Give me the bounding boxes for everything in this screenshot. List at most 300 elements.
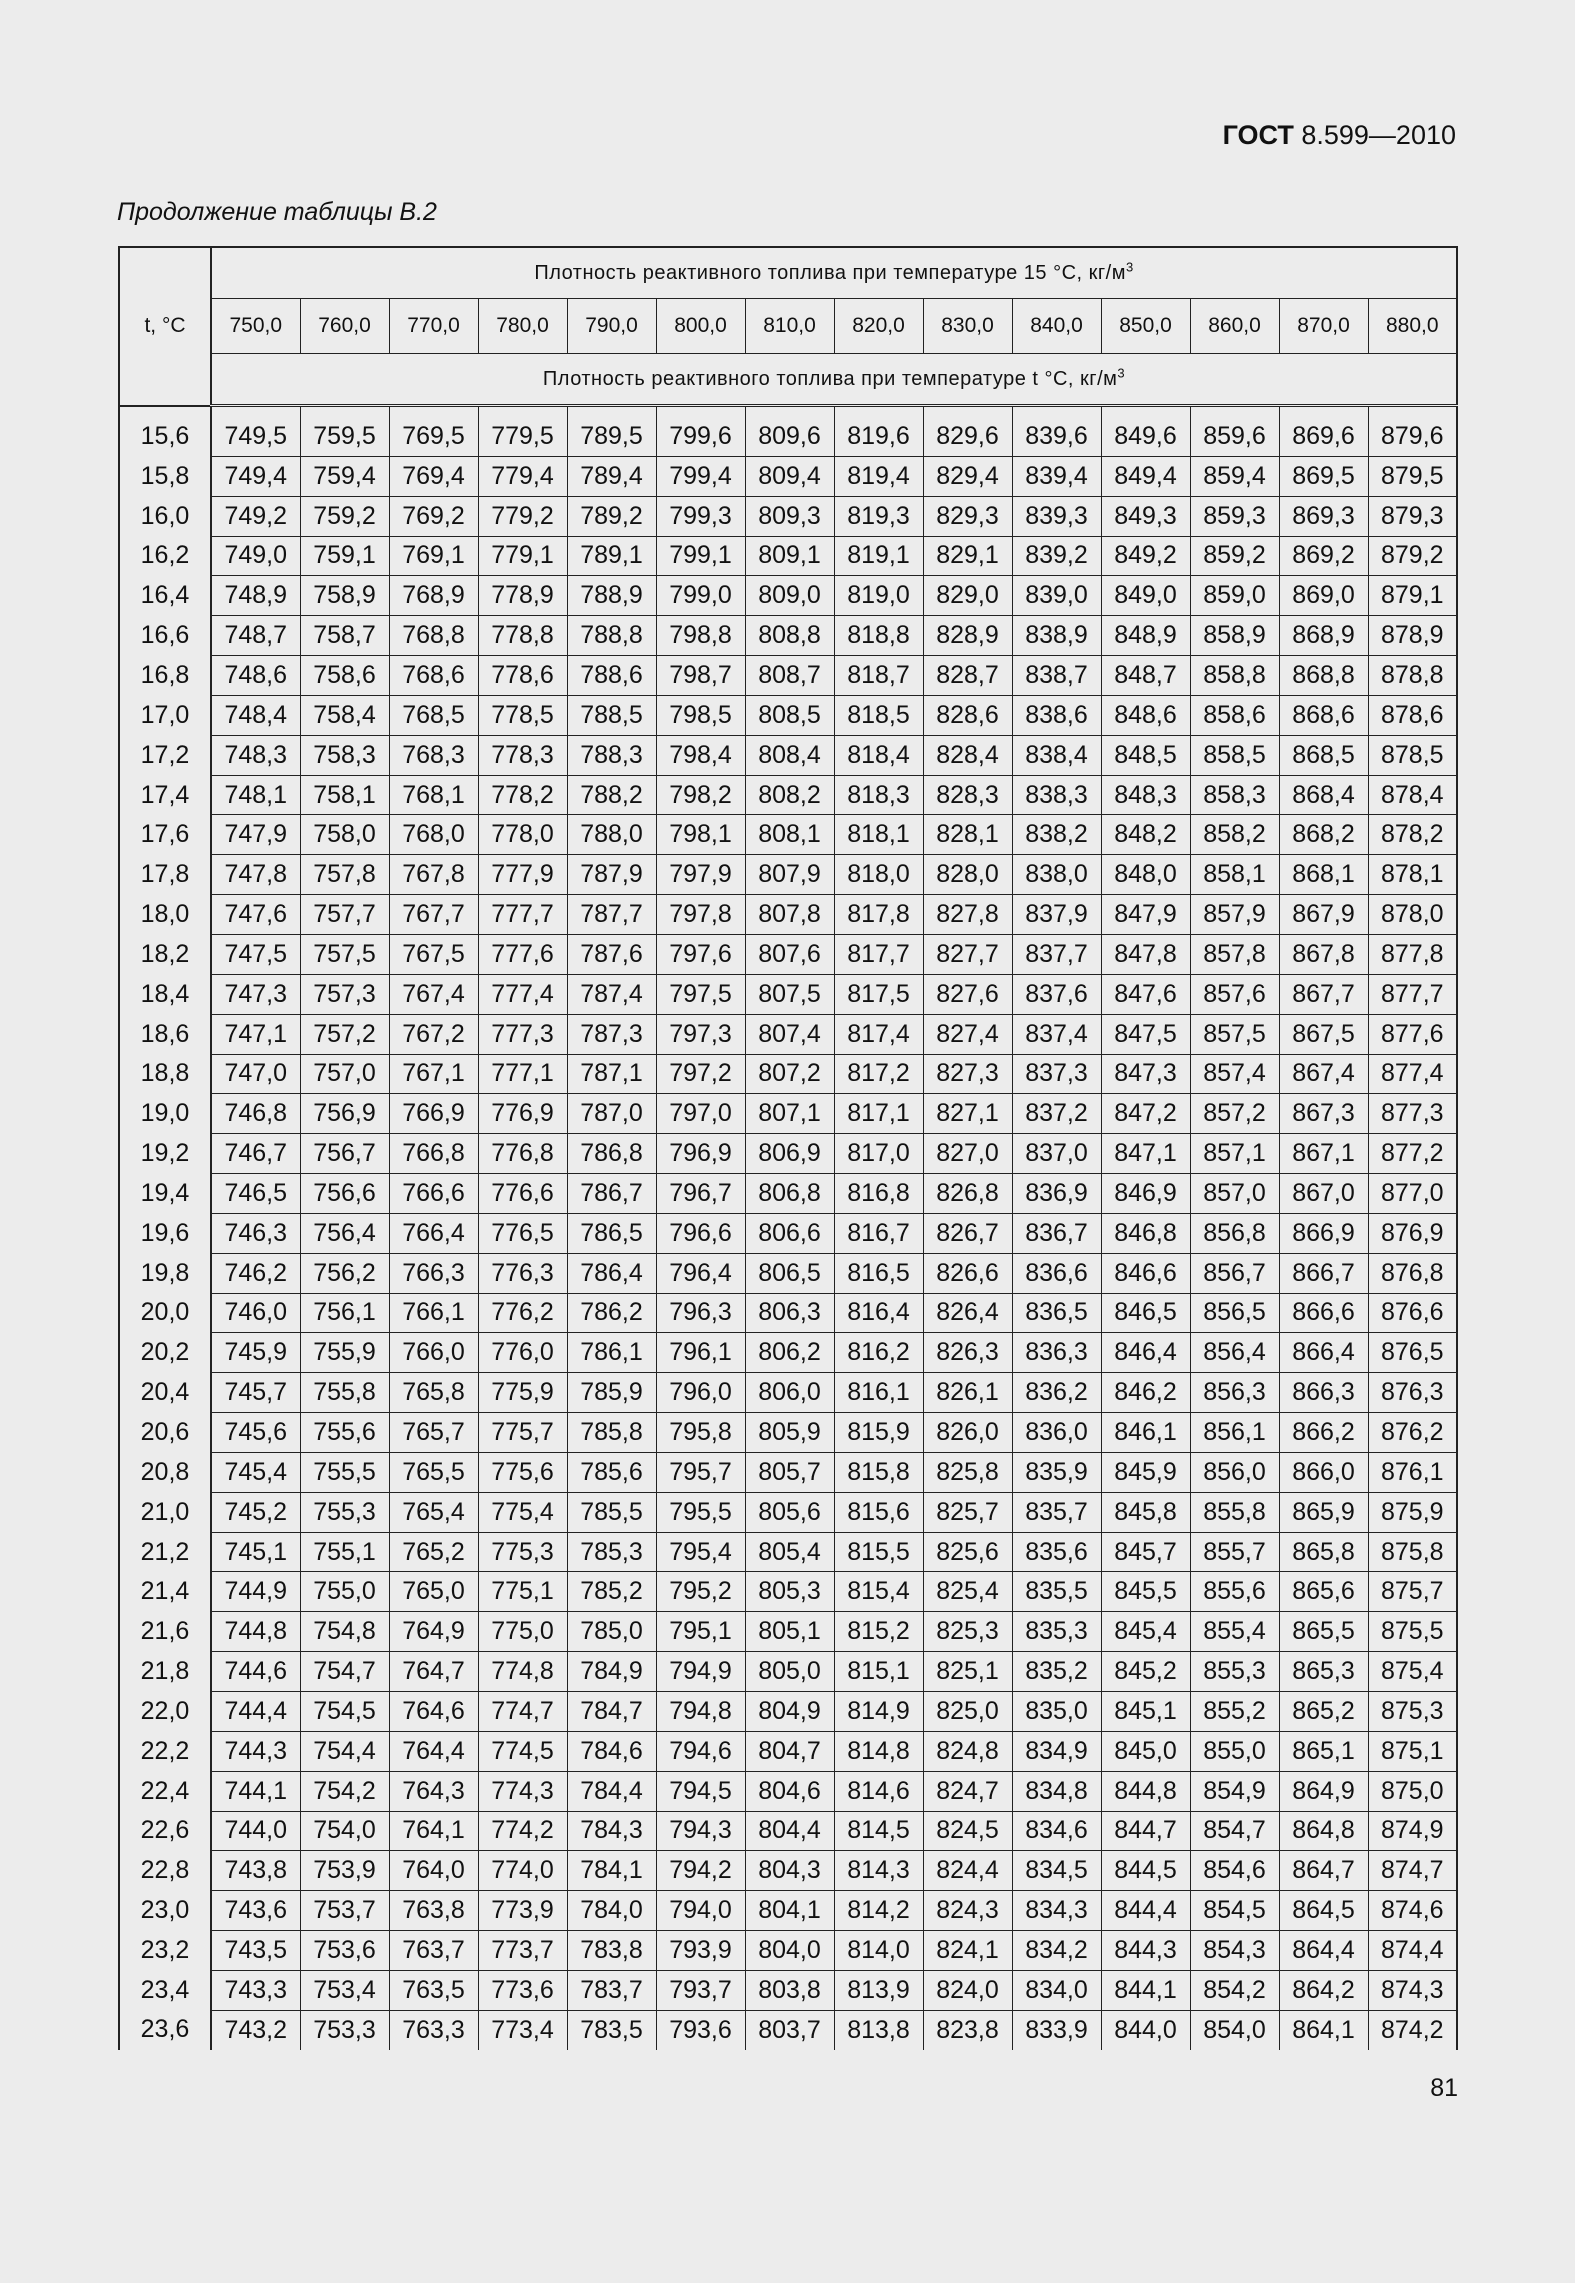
density-value-cell: 746,3 — [211, 1213, 300, 1253]
density-value-cell: 815,1 — [834, 1652, 923, 1692]
density-value-cell: 856,0 — [1190, 1452, 1279, 1492]
density-value-cell: 876,5 — [1368, 1333, 1457, 1373]
density-value-cell: 786,4 — [567, 1253, 656, 1293]
density-value-cell: 814,6 — [834, 1771, 923, 1811]
density-value-cell: 743,8 — [211, 1851, 300, 1891]
density-value-cell: 849,6 — [1101, 417, 1190, 456]
density-value-cell: 799,1 — [656, 536, 745, 576]
density-value-cell: 753,3 — [300, 2010, 389, 2049]
table-row — [119, 576, 1457, 616]
table-row — [119, 1094, 1457, 1134]
density-value-cell: 858,6 — [1190, 695, 1279, 735]
density-value-cell: 836,7 — [1012, 1213, 1101, 1253]
temperature-cell: 23,2 — [119, 1931, 211, 1971]
density-value-cell: 754,7 — [300, 1652, 389, 1692]
density-value-cell: 826,4 — [923, 1293, 1012, 1333]
density-value-cell: 837,6 — [1012, 974, 1101, 1014]
density-value-cell: 765,8 — [389, 1373, 478, 1413]
density-value-cell: 743,3 — [211, 1970, 300, 2010]
density-value-cell: 823,8 — [923, 2010, 1012, 2049]
density-value-cell: 807,9 — [745, 855, 834, 895]
density-value-cell: 835,6 — [1012, 1532, 1101, 1572]
density-value-cell: 797,2 — [656, 1054, 745, 1094]
temperature-cell: 19,6 — [119, 1213, 211, 1253]
temperature-cell: 18,6 — [119, 1014, 211, 1054]
density-value-cell: 776,2 — [478, 1293, 567, 1333]
density-at-15c-header — [211, 247, 1457, 299]
density-value-cell: 877,4 — [1368, 1054, 1457, 1094]
table-row — [119, 735, 1457, 775]
density-value-cell: 794,6 — [656, 1731, 745, 1771]
table-row — [119, 656, 1457, 696]
density-value-cell: 833,9 — [1012, 2010, 1101, 2049]
density-value-cell: 745,7 — [211, 1373, 300, 1413]
density-value-cell: 829,3 — [923, 496, 1012, 536]
density-value-cell: 774,8 — [478, 1652, 567, 1692]
temperature-cell: 22,4 — [119, 1771, 211, 1811]
density-value-cell: 867,9 — [1279, 895, 1368, 935]
density-value-cell: 784,0 — [567, 1891, 656, 1931]
density-value-cell: 877,0 — [1368, 1174, 1457, 1214]
temperature-cell: 16,6 — [119, 616, 211, 656]
density-value-cell: 848,2 — [1101, 815, 1190, 855]
density-value-cell: 783,7 — [567, 1970, 656, 2010]
density-value-cell: 806,2 — [745, 1333, 834, 1373]
density-value-cell: 748,6 — [211, 656, 300, 696]
density-value-cell: 778,9 — [478, 576, 567, 616]
temperature-cell: 15,6 — [119, 417, 211, 456]
density-value-cell: 819,4 — [834, 456, 923, 496]
density-value-cell: 879,2 — [1368, 536, 1457, 576]
density-value-cell: 805,4 — [745, 1532, 834, 1572]
table-row — [119, 1771, 1457, 1811]
density-value-cell: 778,8 — [478, 616, 567, 656]
density-value-cell: 865,1 — [1279, 1731, 1368, 1771]
density-value-cell: 796,6 — [656, 1213, 745, 1253]
density-value-cell: 854,2 — [1190, 1970, 1279, 2010]
density-value-cell: 776,6 — [478, 1174, 567, 1214]
density-value-cell: 747,3 — [211, 974, 300, 1014]
density-value-cell: 803,7 — [745, 2010, 834, 2049]
density-value-cell: 804,3 — [745, 1851, 834, 1891]
density-value-cell: 839,4 — [1012, 456, 1101, 496]
density-value-cell: 785,8 — [567, 1413, 656, 1453]
density-column-header: 840,0 — [1012, 299, 1101, 354]
density-value-cell: 744,9 — [211, 1572, 300, 1612]
density-value-cell: 829,6 — [923, 417, 1012, 456]
density-value-cell: 818,0 — [834, 855, 923, 895]
density-value-cell: 818,7 — [834, 656, 923, 696]
density-value-cell: 864,7 — [1279, 1851, 1368, 1891]
table-row — [119, 1731, 1457, 1771]
table-row — [119, 855, 1457, 895]
density-value-cell: 817,7 — [834, 934, 923, 974]
density-value-cell: 874,7 — [1368, 1851, 1457, 1891]
density-value-cell: 754,5 — [300, 1692, 389, 1732]
density-value-cell: 839,3 — [1012, 496, 1101, 536]
density-value-cell: 857,1 — [1190, 1134, 1279, 1174]
density-value-cell: 819,0 — [834, 576, 923, 616]
density-value-cell: 788,3 — [567, 735, 656, 775]
density-value-cell: 784,9 — [567, 1652, 656, 1692]
density-value-cell: 775,0 — [478, 1612, 567, 1652]
density-value-cell: 845,7 — [1101, 1532, 1190, 1572]
density-value-cell: 835,3 — [1012, 1612, 1101, 1652]
density-value-cell: 753,7 — [300, 1891, 389, 1931]
density-column-header: 820,0 — [834, 299, 923, 354]
density-value-cell: 748,1 — [211, 775, 300, 815]
density-value-cell: 865,9 — [1279, 1492, 1368, 1532]
density-value-cell: 767,5 — [389, 934, 478, 974]
temperature-cell: 21,0 — [119, 1492, 211, 1532]
density-value-cell: 788,0 — [567, 815, 656, 855]
density-value-cell: 795,4 — [656, 1532, 745, 1572]
density-value-cell: 837,7 — [1012, 934, 1101, 974]
density-value-cell: 775,6 — [478, 1452, 567, 1492]
density-value-cell: 858,3 — [1190, 775, 1279, 815]
density-value-cell: 805,7 — [745, 1452, 834, 1492]
density-value-cell: 809,4 — [745, 456, 834, 496]
density-value-cell: 827,8 — [923, 895, 1012, 935]
density-value-cell: 818,3 — [834, 775, 923, 815]
density-value-cell: 799,4 — [656, 456, 745, 496]
density-value-cell: 854,6 — [1190, 1851, 1279, 1891]
density-value-cell: 808,4 — [745, 735, 834, 775]
density-value-cell: 794,5 — [656, 1771, 745, 1811]
density-value-cell: 796,0 — [656, 1373, 745, 1413]
temperature-cell: 15,8 — [119, 456, 211, 496]
density-value-cell: 773,4 — [478, 2010, 567, 2049]
density-value-cell: 763,3 — [389, 2010, 478, 2049]
density-at-t-header-text: Плотность реактивного топлива при температуре t °C, кг/м — [542, 367, 1118, 390]
density-value-cell: 806,9 — [745, 1134, 834, 1174]
density-value-cell: 759,2 — [300, 496, 389, 536]
density-value-cell: 784,1 — [567, 1851, 656, 1891]
density-value-cell: 845,5 — [1101, 1572, 1190, 1612]
density-value-cell: 827,7 — [923, 934, 1012, 974]
table-row — [119, 616, 1457, 656]
density-value-cell: 836,9 — [1012, 1174, 1101, 1214]
density-value-cell: 815,9 — [834, 1413, 923, 1453]
density-column-header: 860,0 — [1190, 299, 1279, 354]
density-value-cell: 766,6 — [389, 1174, 478, 1214]
density-value-cell: 777,4 — [478, 974, 567, 1014]
density-value-cell: 759,1 — [300, 536, 389, 576]
density-value-cell: 839,2 — [1012, 536, 1101, 576]
density-value-cell: 874,2 — [1368, 2010, 1457, 2049]
density-value-cell: 845,9 — [1101, 1452, 1190, 1492]
temperature-cell: 22,8 — [119, 1851, 211, 1891]
density-value-cell: 864,8 — [1279, 1811, 1368, 1851]
density-value-cell: 806,8 — [745, 1174, 834, 1214]
density-value-cell: 768,5 — [389, 695, 478, 735]
density-value-cell: 785,2 — [567, 1572, 656, 1612]
density-value-cell: 827,6 — [923, 974, 1012, 1014]
density-value-cell: 769,5 — [389, 417, 478, 456]
density-value-cell: 753,9 — [300, 1851, 389, 1891]
density-value-cell: 755,6 — [300, 1413, 389, 1453]
density-value-cell: 807,4 — [745, 1014, 834, 1054]
density-value-cell: 825,7 — [923, 1492, 1012, 1532]
density-value-cell: 827,0 — [923, 1134, 1012, 1174]
density-value-cell: 747,6 — [211, 895, 300, 935]
density-value-cell: 798,2 — [656, 775, 745, 815]
density-value-cell: 746,0 — [211, 1293, 300, 1333]
density-value-cell: 854,7 — [1190, 1811, 1279, 1851]
density-value-cell: 817,2 — [834, 1054, 923, 1094]
density-value-cell: 859,6 — [1190, 417, 1279, 456]
density-value-cell: 768,1 — [389, 775, 478, 815]
density-value-cell: 845,2 — [1101, 1652, 1190, 1692]
density-value-cell: 797,5 — [656, 974, 745, 1014]
temperature-cell: 23,4 — [119, 1970, 211, 2010]
density-column-header: 800,0 — [656, 299, 745, 354]
density-value-cell: 794,3 — [656, 1811, 745, 1851]
table-row — [119, 1532, 1457, 1572]
unit-exponent: 3 — [1125, 258, 1134, 274]
density-value-cell: 808,7 — [745, 656, 834, 696]
density-value-cell: 825,8 — [923, 1452, 1012, 1492]
density-value-cell: 878,2 — [1368, 815, 1457, 855]
density-value-cell: 834,3 — [1012, 1891, 1101, 1931]
density-value-cell: 878,0 — [1368, 895, 1457, 935]
density-value-cell: 828,4 — [923, 735, 1012, 775]
density-value-cell: 857,9 — [1190, 895, 1279, 935]
density-value-cell: 758,1 — [300, 775, 389, 815]
density-value-cell: 808,1 — [745, 815, 834, 855]
density-value-cell: 844,3 — [1101, 1931, 1190, 1971]
density-value-cell: 827,3 — [923, 1054, 1012, 1094]
temperature-column-header: t, °C — [119, 247, 211, 406]
density-value-cell: 858,9 — [1190, 616, 1279, 656]
spacer-cell — [211, 406, 300, 418]
spacer-cell — [567, 406, 656, 418]
density-value-cell: 865,8 — [1279, 1532, 1368, 1572]
density-value-cell: 758,9 — [300, 576, 389, 616]
density-value-cell: 826,1 — [923, 1373, 1012, 1413]
density-value-cell: 764,7 — [389, 1652, 478, 1692]
density-value-cell: 857,6 — [1190, 974, 1279, 1014]
density-value-cell: 876,3 — [1368, 1373, 1457, 1413]
table-row — [119, 1413, 1457, 1453]
density-value-cell: 856,3 — [1190, 1373, 1279, 1413]
density-value-cell: 765,2 — [389, 1532, 478, 1572]
table-row — [119, 1253, 1457, 1293]
density-value-cell: 815,2 — [834, 1612, 923, 1652]
density-value-cell: 869,6 — [1279, 417, 1368, 456]
density-value-cell: 848,3 — [1101, 775, 1190, 815]
density-value-cell: 876,6 — [1368, 1293, 1457, 1333]
density-value-cell: 764,9 — [389, 1612, 478, 1652]
density-value-cell: 764,4 — [389, 1731, 478, 1771]
density-value-cell: 786,2 — [567, 1293, 656, 1333]
density-value-cell: 748,9 — [211, 576, 300, 616]
table-row — [119, 974, 1457, 1014]
density-value-cell: 776,0 — [478, 1333, 567, 1373]
density-value-cell: 816,2 — [834, 1333, 923, 1373]
density-value-cell: 774,5 — [478, 1731, 567, 1771]
density-value-cell: 868,2 — [1279, 815, 1368, 855]
density-value-cell: 787,9 — [567, 855, 656, 895]
density-value-cell: 835,0 — [1012, 1692, 1101, 1732]
density-value-cell: 866,4 — [1279, 1333, 1368, 1373]
density-value-cell: 815,8 — [834, 1452, 923, 1492]
density-value-cell: 829,0 — [923, 576, 1012, 616]
density-value-cell: 854,5 — [1190, 1891, 1279, 1931]
table-header — [119, 247, 1457, 406]
density-value-cell: 787,4 — [567, 974, 656, 1014]
density-value-cell: 766,3 — [389, 1253, 478, 1293]
density-value-cell: 838,9 — [1012, 616, 1101, 656]
density-value-cell: 828,3 — [923, 775, 1012, 815]
density-value-cell: 749,0 — [211, 536, 300, 576]
density-value-cell: 805,9 — [745, 1413, 834, 1453]
density-value-cell: 828,0 — [923, 855, 1012, 895]
density-value-cell: 796,4 — [656, 1253, 745, 1293]
density-value-cell: 876,9 — [1368, 1213, 1457, 1253]
density-value-cell: 795,5 — [656, 1492, 745, 1532]
density-value-cell: 806,3 — [745, 1293, 834, 1333]
density-value-cell: 788,2 — [567, 775, 656, 815]
density-value-cell: 859,4 — [1190, 456, 1279, 496]
density-value-cell: 848,7 — [1101, 656, 1190, 696]
density-value-cell: 807,1 — [745, 1094, 834, 1134]
temperature-cell: 19,8 — [119, 1253, 211, 1293]
table-row — [119, 1373, 1457, 1413]
density-value-cell: 864,2 — [1279, 1970, 1368, 2010]
density-value-cell: 785,9 — [567, 1373, 656, 1413]
density-value-cell: 877,7 — [1368, 974, 1457, 1014]
density-value-cell: 815,5 — [834, 1532, 923, 1572]
density-value-cell: 773,7 — [478, 1931, 567, 1971]
temperature-cell: 20,8 — [119, 1452, 211, 1492]
table-row — [119, 1612, 1457, 1652]
density-value-cell: 828,1 — [923, 815, 1012, 855]
density-value-cell: 775,4 — [478, 1492, 567, 1532]
density-value-cell: 767,4 — [389, 974, 478, 1014]
density-value-cell: 755,5 — [300, 1452, 389, 1492]
density-value-cell: 788,6 — [567, 656, 656, 696]
temperature-cell: 17,4 — [119, 775, 211, 815]
density-value-cell: 816,8 — [834, 1174, 923, 1214]
density-value-cell: 748,4 — [211, 695, 300, 735]
density-value-cell: 878,5 — [1368, 735, 1457, 775]
density-value-cell: 836,3 — [1012, 1333, 1101, 1373]
table-row — [119, 417, 1457, 456]
density-value-cell: 774,3 — [478, 1771, 567, 1811]
density-value-cell: 805,3 — [745, 1572, 834, 1612]
density-value-cell: 788,5 — [567, 695, 656, 735]
density-value-cell: 748,7 — [211, 616, 300, 656]
density-value-cell: 809,3 — [745, 496, 834, 536]
density-value-cell: 758,4 — [300, 695, 389, 735]
density-value-cell: 794,8 — [656, 1692, 745, 1732]
density-value-cell: 857,0 — [1190, 1174, 1279, 1214]
standard-designation — [1223, 120, 1456, 151]
density-value-cell: 875,5 — [1368, 1612, 1457, 1652]
density-value-cell: 746,5 — [211, 1174, 300, 1214]
density-value-cell: 764,1 — [389, 1811, 478, 1851]
density-value-cell: 795,1 — [656, 1612, 745, 1652]
table-body — [119, 406, 1457, 2050]
density-value-cell: 867,1 — [1279, 1134, 1368, 1174]
density-column-header: 830,0 — [923, 299, 1012, 354]
density-value-cell: 857,4 — [1190, 1054, 1279, 1094]
density-value-cell: 849,0 — [1101, 576, 1190, 616]
density-value-cell: 745,6 — [211, 1413, 300, 1453]
density-value-cell: 758,3 — [300, 735, 389, 775]
table-row — [119, 1931, 1457, 1971]
density-value-cell: 777,7 — [478, 895, 567, 935]
density-value-cell: 776,3 — [478, 1253, 567, 1293]
density-value-cell: 778,6 — [478, 656, 567, 696]
density-value-cell: 815,4 — [834, 1572, 923, 1612]
density-value-cell: 845,4 — [1101, 1612, 1190, 1652]
density-value-cell: 844,8 — [1101, 1771, 1190, 1811]
density-value-cell: 879,6 — [1368, 417, 1457, 456]
density-value-cell: 858,1 — [1190, 855, 1279, 895]
density-value-cell: 747,8 — [211, 855, 300, 895]
temperature-cell: 22,6 — [119, 1811, 211, 1851]
density-value-cell: 794,0 — [656, 1891, 745, 1931]
density-value-cell: 763,5 — [389, 1970, 478, 2010]
density-value-cell: 794,2 — [656, 1851, 745, 1891]
density-value-cell: 779,2 — [478, 496, 567, 536]
table-row — [119, 1452, 1457, 1492]
density-value-cell: 847,6 — [1101, 974, 1190, 1014]
density-value-cell: 744,8 — [211, 1612, 300, 1652]
density-value-cell: 756,7 — [300, 1134, 389, 1174]
density-value-cell: 796,7 — [656, 1174, 745, 1214]
density-value-cell: 839,0 — [1012, 576, 1101, 616]
density-value-cell: 814,2 — [834, 1891, 923, 1931]
temperature-cell: 20,0 — [119, 1293, 211, 1333]
density-value-cell: 768,8 — [389, 616, 478, 656]
density-value-cell: 788,8 — [567, 616, 656, 656]
density-value-cell: 759,5 — [300, 417, 389, 456]
density-value-cell: 855,2 — [1190, 1692, 1279, 1732]
temperature-cell: 19,2 — [119, 1134, 211, 1174]
density-value-cell: 878,6 — [1368, 695, 1457, 735]
density-value-cell: 804,7 — [745, 1731, 834, 1771]
spacer-cell — [1101, 406, 1190, 418]
density-value-cell: 755,1 — [300, 1532, 389, 1572]
density-value-cell: 799,6 — [656, 417, 745, 456]
temperature-cell: 20,6 — [119, 1413, 211, 1453]
density-value-cell: 825,4 — [923, 1572, 1012, 1612]
density-value-cell: 757,8 — [300, 855, 389, 895]
spacer-cell — [300, 406, 389, 418]
density-value-cell: 755,8 — [300, 1373, 389, 1413]
density-value-cell: 769,4 — [389, 456, 478, 496]
density-value-cell: 799,3 — [656, 496, 745, 536]
density-value-cell: 755,3 — [300, 1492, 389, 1532]
density-value-cell: 798,7 — [656, 656, 745, 696]
density-value-cell: 808,2 — [745, 775, 834, 815]
table-row — [119, 1492, 1457, 1532]
density-value-cell: 764,3 — [389, 1771, 478, 1811]
density-value-cell: 846,4 — [1101, 1333, 1190, 1373]
density-value-cell: 745,2 — [211, 1492, 300, 1532]
spacer-cell — [834, 406, 923, 418]
page-number: 81 — [1430, 2074, 1458, 2102]
density-value-cell: 768,9 — [389, 576, 478, 616]
density-value-cell: 867,0 — [1279, 1174, 1368, 1214]
temperature-cell: 21,4 — [119, 1572, 211, 1612]
density-value-cell: 789,2 — [567, 496, 656, 536]
density-value-cell: 839,6 — [1012, 417, 1101, 456]
table-row — [119, 496, 1457, 536]
